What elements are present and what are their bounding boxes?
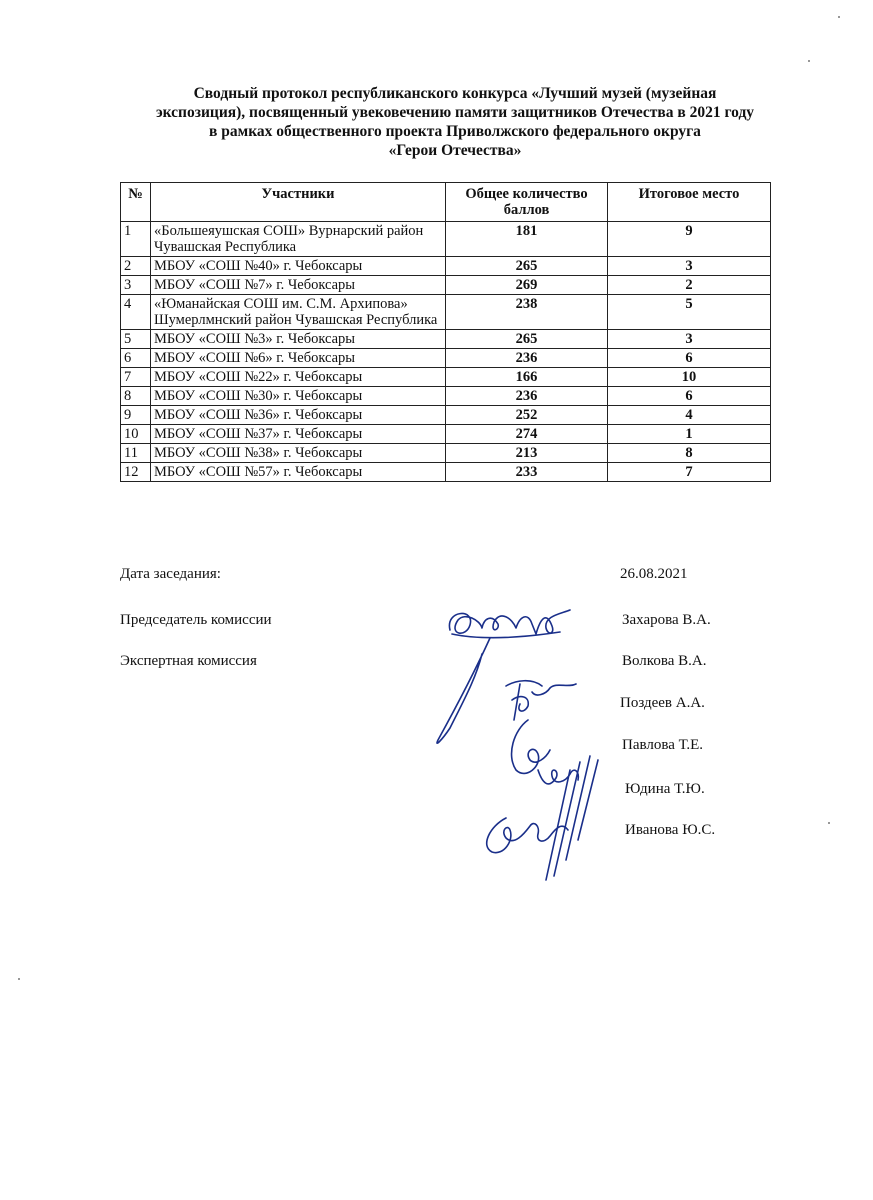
row-score: 238 <box>446 295 608 330</box>
row-place: 8 <box>608 444 771 463</box>
row-number: 1 <box>121 222 151 257</box>
title-line-2: экспозиция), посвященный увековечению памяти защитников Отечества в 2021 году <box>155 104 755 121</box>
header-number: № <box>121 183 151 222</box>
row-number: 5 <box>121 330 151 349</box>
chair-label: Председатель комиссии <box>120 612 272 628</box>
row-number: 3 <box>121 276 151 295</box>
row-place: 6 <box>608 387 771 406</box>
row-participant: МБОУ «СОШ №37» г. Чебоксары <box>151 425 446 444</box>
row-place: 2 <box>608 276 771 295</box>
title-line-4: «Герои Отечества» <box>388 142 522 159</box>
chair-signature <box>449 610 570 634</box>
expert-name: Волкова В.А. <box>622 653 707 669</box>
row-number: 6 <box>121 349 151 368</box>
row-participant: «Юманайская СОШ им. С.М. Архипова» Шумерлмнский район Чувашская Республика <box>151 295 446 330</box>
row-score: 269 <box>446 276 608 295</box>
row-score: 236 <box>446 387 608 406</box>
row-number: 4 <box>121 295 151 330</box>
row-score: 265 <box>446 257 608 276</box>
row-number: 10 <box>121 425 151 444</box>
row-place: 9 <box>608 222 771 257</box>
row-participant: МБОУ «СОШ №36» г. Чебоксары <box>151 406 446 425</box>
row-place: 3 <box>608 330 771 349</box>
expert-commission-label: Экспертная комиссия <box>120 653 257 669</box>
row-number: 2 <box>121 257 151 276</box>
row-participant: МБОУ «СОШ №40» г. Чебоксары <box>151 257 446 276</box>
row-place: 6 <box>608 349 771 368</box>
row-participant: МБОУ «СОШ №38» г. Чебоксары <box>151 444 446 463</box>
row-score: 236 <box>446 349 608 368</box>
header-final-place: Итоговое место <box>608 183 771 222</box>
row-number: 7 <box>121 368 151 387</box>
meeting-date-value: 26.08.2021 <box>620 566 688 582</box>
row-score: 252 <box>446 406 608 425</box>
expert-name: Юдина Т.Ю. <box>625 781 705 797</box>
expert-signature-4 <box>538 770 578 784</box>
expert-signature-2 <box>506 681 576 720</box>
row-score: 233 <box>446 463 608 482</box>
expert-signature-3 <box>512 720 550 773</box>
title-line-1: Сводный протокол республиканского конкурса «Лучший музей (музейная <box>193 85 717 102</box>
handwritten-signatures <box>420 590 620 910</box>
row-place: 3 <box>608 257 771 276</box>
row-place: 4 <box>608 406 771 425</box>
row-place: 7 <box>608 463 771 482</box>
row-participant: МБОУ «СОШ №6» г. Чебоксары <box>151 349 446 368</box>
row-participant: МБОУ «СОШ №30» г. Чебоксары <box>151 387 446 406</box>
chair-name: Захарова В.А. <box>622 612 711 628</box>
expert-name: Павлова Т.Е. <box>622 737 703 753</box>
row-place: 5 <box>608 295 771 330</box>
header-total-score: Общее количество баллов <box>446 183 608 222</box>
row-score: 166 <box>446 368 608 387</box>
row-participant: МБОУ «СОШ №22» г. Чебоксары <box>151 368 446 387</box>
expert-name: Иванова Ю.С. <box>625 822 716 838</box>
row-participant: МБОУ «СОШ №7» г. Чебоксары <box>151 276 446 295</box>
meeting-date-label: Дата заседания: <box>120 566 221 582</box>
expert-name: Поздеев А.А. <box>620 695 705 711</box>
row-number: 11 <box>121 444 151 463</box>
row-score: 274 <box>446 425 608 444</box>
row-place: 1 <box>608 425 771 444</box>
row-score: 181 <box>446 222 608 257</box>
expert-signature-1 <box>437 638 490 743</box>
row-number: 9 <box>121 406 151 425</box>
scan-speck <box>18 978 20 980</box>
row-participant: МБОУ «СОШ №57» г. Чебоксары <box>151 463 446 482</box>
row-participant: «Большеяушская СОШ» Вурнарский район Чувашская Республика <box>151 222 446 257</box>
scan-speck <box>808 60 810 62</box>
row-participant: МБОУ «СОШ №3» г. Чебоксары <box>151 330 446 349</box>
row-score: 213 <box>446 444 608 463</box>
row-number: 12 <box>121 463 151 482</box>
row-score: 265 <box>446 330 608 349</box>
header-participants: Участники <box>151 183 446 222</box>
title-line-3: в рамках общественного проекта Приволжского федерального округа <box>209 123 701 140</box>
scan-speck <box>828 822 830 824</box>
scan-speck <box>838 16 840 18</box>
row-number: 8 <box>121 387 151 406</box>
row-place: 10 <box>608 368 771 387</box>
